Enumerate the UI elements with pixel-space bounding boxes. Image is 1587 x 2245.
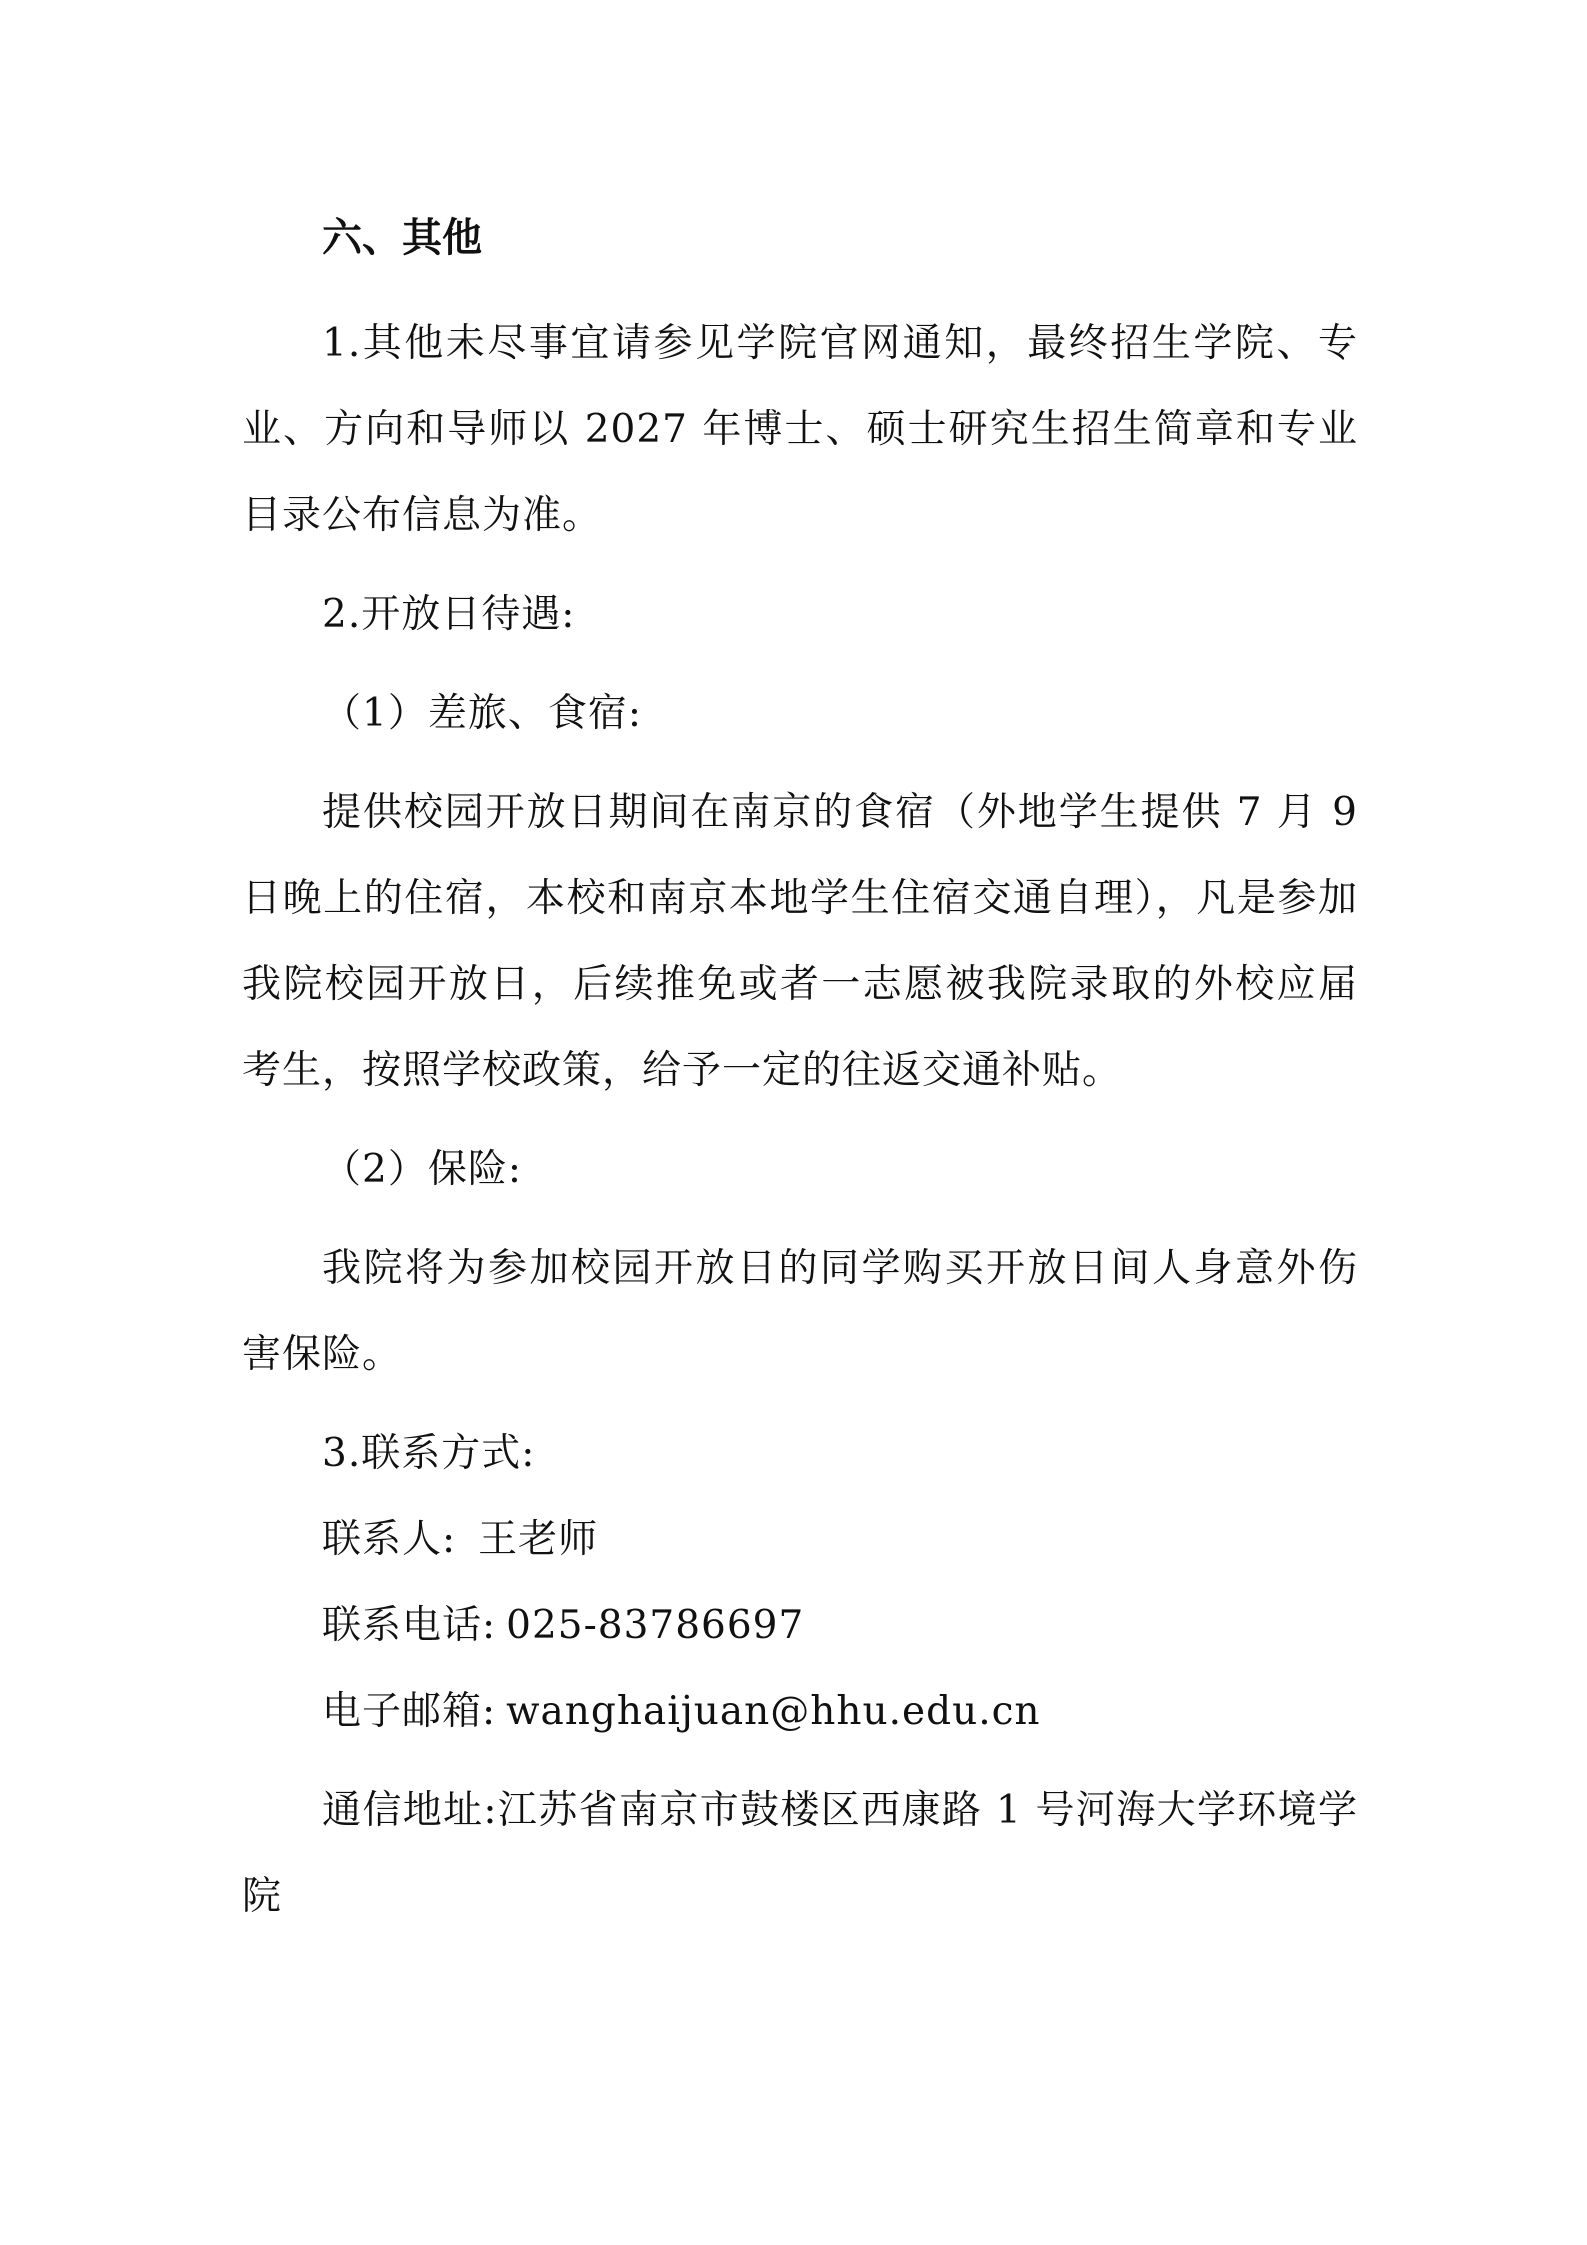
item-2-sub-2-title: （2）保险: [322, 1147, 522, 1192]
contact-person-line [242, 1497, 1358, 1583]
contact-phone-label: 联系电话: [322, 1603, 497, 1648]
item-3-title: 3.联系方式: [322, 1431, 536, 1476]
document-body [242, 205, 1358, 1940]
item-2-title: 2.开放日待遇: [322, 592, 576, 637]
contact-phone-value: 025-83786697 [506, 1603, 805, 1648]
contact-email-value: wanghaijuan@hhu.edu.cn [506, 1689, 1041, 1734]
contact-address-label: 通信地址: [322, 1788, 498, 1833]
contact-email-line [242, 1669, 1358, 1755]
contact-person-label: 联系人: [322, 1517, 457, 1562]
item-1-paragraph: 1.其他未尽事宜请参见学院官网通知，最终招生学院、专业、方向和导师以 2027 年博士、硕士研究生招生简章和专业目录公布信息为准。 [242, 321, 1358, 538]
contact-address-value: 江苏省南京市鼓楼区西康路 1 号河海大学环境学院 [242, 1788, 1359, 1919]
section-heading: 六、其他 [322, 215, 482, 261]
item-2-sub-2-body: 我院将为参加校园开放日的同学购买开放日间人身意外伤害保险。 [242, 1246, 1358, 1377]
item-2-sub-1-body: 提供校园开放日期间在南京的食宿（外地学生提供 7 月 9 日晚上的住宿，本校和南京本地学生住宿交通自理），凡是参加我院校园开放日，后续推免或者一志愿被我院录取的外校应届考生，按照学校政策，给予一定的往返交通补贴。 [242, 790, 1358, 1093]
contact-person-value: 王老师 [478, 1517, 599, 1562]
contact-phone-line [242, 1583, 1358, 1669]
contact-email-label: 电子邮箱: [322, 1689, 497, 1734]
contact-address-line [242, 1768, 1358, 1940]
item-2-sub-1-title: （1）差旅、食宿: [322, 691, 642, 736]
